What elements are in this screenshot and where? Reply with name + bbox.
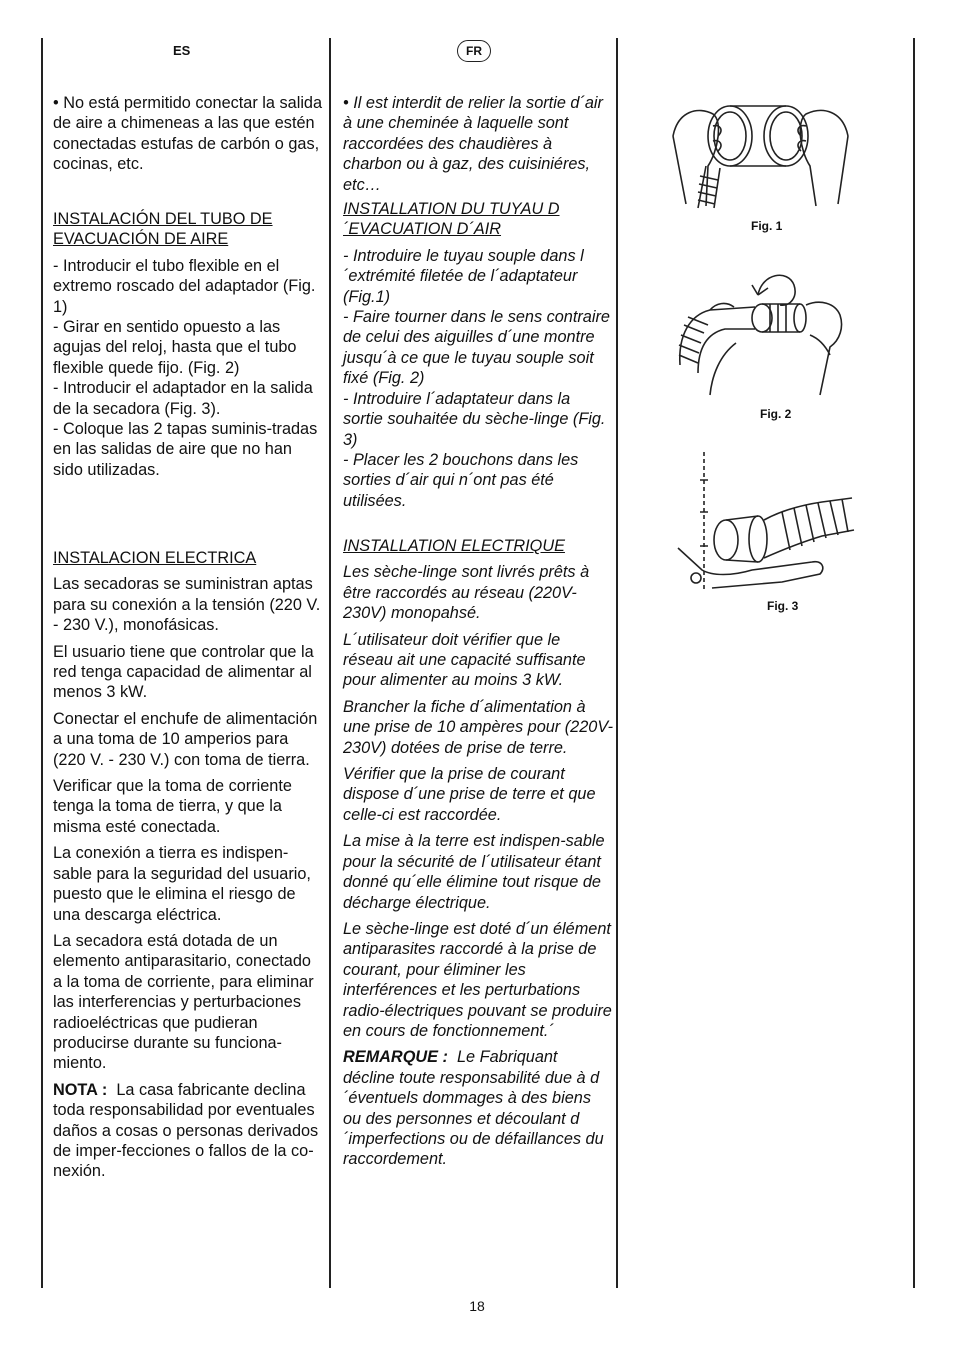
es-note-text: La casa fabricante declina toda responsabilidad por eventuales daños a cosas o personas derivados de imper-fecciones o fallos de la co-nexión. xyxy=(53,1080,319,1181)
es-step-3: - Introducir el adaptador en la salida de la secadora (Fig. 3). xyxy=(53,379,313,418)
fr-note-text: Le Fabriquant décline toute responsabilité due à d´éventuels dommages à des biens ou des personnes et découlant d´imperfections ou de défaillances du raccordement. xyxy=(343,1048,604,1169)
fr-note xyxy=(343,1047,613,1169)
fr-electrical-p3: Brancher la fiche d´alimentation à une prise de 10 ampères pour (220V-230V) dotées de prise de terre. xyxy=(343,697,614,757)
figure-3-illustration xyxy=(672,450,858,595)
figure-2-illustration xyxy=(670,255,850,400)
es-note xyxy=(53,1080,323,1182)
es-electrical-p5: La conexión a tierra es indispen-sable para la seguridad del usuario, puesto que le elimina el riesgo de una descarga eléctrica. xyxy=(53,844,311,924)
column-divider-middle xyxy=(329,38,331,1288)
page-number: 18 xyxy=(469,1298,485,1314)
es-electrical-p6: La secadora está dotada de un elemento antiparasitario, conectado a la toma de corriente, para eliminar las interferencias y perturbaciones radioeléctricas que pudieran producirse durante su funciona-miento. xyxy=(53,931,314,1073)
fr-electrical-p1: Les sèche-linge sont livrés prêts à être raccordés au réseau (220V-230V) monopahsé. xyxy=(343,563,590,623)
es-electrical-heading: INSTALACION ELECTRICA xyxy=(53,549,257,567)
figure-2-caption: Fig. 2 xyxy=(760,407,792,421)
es-note-label: NOTA : xyxy=(53,1080,108,1099)
es-step-1: - Introducir el tubo flexible en el extremo roscado del adaptador (Fig. 1) xyxy=(53,256,316,316)
french-column xyxy=(343,93,613,511)
language-label-fr: FR xyxy=(457,40,491,62)
figure-1-illustration xyxy=(668,96,853,214)
fr-note-label: REMARQUE : xyxy=(343,1048,448,1067)
es-warning-paragraph: • No está permitido conectar la salida de aire a chimeneas a las que estén conectadas estufas de carbón o gas, cocinas, etc. xyxy=(53,94,323,174)
es-electrical-p2: El usuario tiene que controlar que la red tenga capacidad de alimentar al menos 3 kW. xyxy=(53,642,314,702)
fr-electrical-p4: Vérifier que la prise de courant dispose d´une prise de terre et que celle-ci est raccordée. xyxy=(343,765,596,824)
fr-electrical-p6: Le sèche-linge est doté d´un élément antiparasites raccordé à la prise de courant, pour éliminer les interférences et les perturbations radio-électriques pouvant se produire en cours de fonctionnement.´ xyxy=(343,919,612,1040)
column-divider-far-right xyxy=(913,38,915,1288)
spanish-column xyxy=(53,93,323,181)
column-divider-right xyxy=(616,38,618,1288)
french-electrical-section xyxy=(343,536,613,1176)
es-electrical-p3: Conectar el enchufe de alimentación a una toma de 10 amperios para (220 V. - 230 V.) con toma de tierra. xyxy=(53,709,318,769)
language-label-es: ES xyxy=(173,43,191,58)
es-step-4: - Coloque las 2 tapas suminis-tradas en las salidas de aire que no han sido utilizadas. xyxy=(53,420,318,479)
fr-tube-heading: INSTALLATION DU TUYAU D´EVACUATION D´AIR xyxy=(343,200,560,239)
es-step-2: - Girar en sentido opuesto a las agujas del reloj, hasta que el tubo flexible quede fijo. (Fig. 2) xyxy=(53,318,297,377)
spanish-electrical-section xyxy=(53,548,323,1188)
es-electrical-p1: Las secadoras se suministran aptas para su conexión a la tensión (220 V. - 230 V.), monofásicas. xyxy=(53,575,321,635)
spanish-tube-section xyxy=(53,209,323,480)
column-divider-left xyxy=(41,38,43,1288)
fr-step-4: - Placer les 2 bouchons dans les sorties d´air qui n´ont pas été utilisées. xyxy=(343,450,579,510)
figure-1-caption: Fig. 1 xyxy=(751,219,783,233)
es-electrical-p4: Verificar que la toma de corriente tenga la toma de tierra, y que la misma esté conectada. xyxy=(53,777,292,836)
figure-3-caption: Fig. 3 xyxy=(767,599,799,613)
fr-step-2: - Faire tourner dans le sens contraire de celui des aiguilles d´une montre jusqu´à ce que le tuyau souple soit fixé (Fig. 2) xyxy=(343,308,610,388)
fr-electrical-p2: L´utilisateur doit vérifier que le réseau ait une capacité suffisante pour alimenter au moins 3 kW. xyxy=(343,630,586,690)
fr-electrical-p5: La mise à la terre est indispen-sable pour la sécurité de l´utilisateur étant donné qu´elle élimine tout risque de décharge électrique. xyxy=(343,832,605,912)
fr-step-1: - Introduire le tuyau souple dans l´extrémité filetée de l´adaptateur (Fig.1) xyxy=(343,246,584,306)
fr-step-3: - Introduire l´adaptateur dans la sortie souhaitée du sèche-linge (Fig. 3) xyxy=(343,389,606,449)
es-tube-heading: INSTALACIÓN DEL TUBO DE EVACUACIÓN DE AIRE xyxy=(53,210,273,249)
fr-electrical-heading: INSTALLATION ELECTRIQUE xyxy=(343,537,565,555)
fr-warning-paragraph: • Il est interdit de relier la sortie d´air à une cheminée à laquelle sont raccordées des chaudières à charbon ou à gaz, des cuisiniéres, etc… xyxy=(343,94,603,194)
